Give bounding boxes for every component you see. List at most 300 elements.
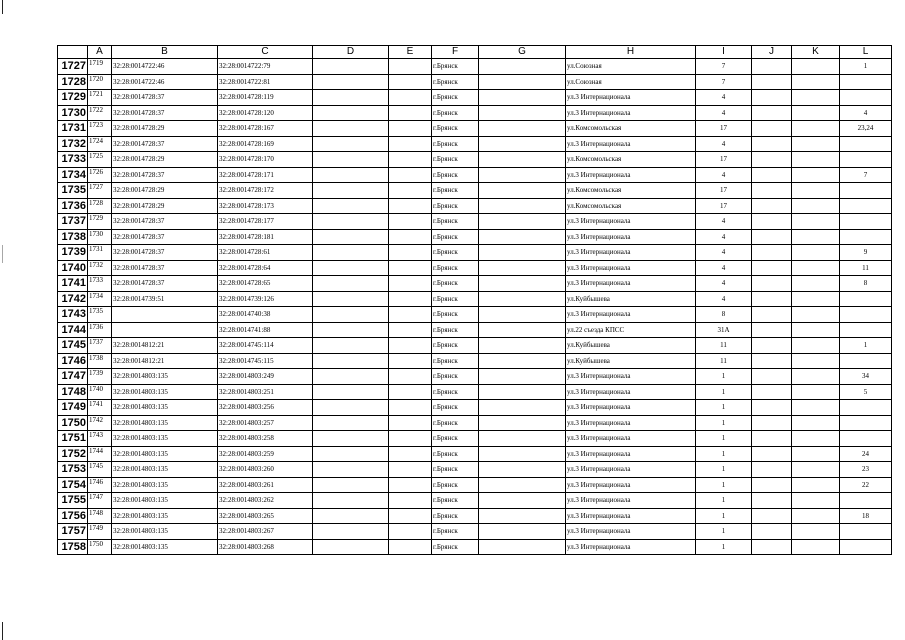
cell-k [792, 198, 840, 214]
cell-g [479, 384, 566, 400]
cell-l: 4 [840, 105, 892, 121]
cell-h: ул.3 Интернационала [566, 493, 696, 509]
cell-d [313, 338, 389, 354]
row-number: 1734 [58, 167, 88, 183]
cell-l: 24 [840, 446, 892, 462]
cell-i: 17 [696, 152, 752, 168]
table-row [58, 338, 892, 354]
table-row [58, 477, 892, 493]
cell-k [792, 322, 840, 338]
cell-e [389, 291, 432, 307]
table-row [58, 90, 892, 106]
cell-d [313, 214, 389, 230]
table-row [58, 183, 892, 199]
cell-e [389, 493, 432, 509]
cell-j [752, 214, 792, 230]
cell-a: 1727 [88, 183, 112, 199]
cell-j [752, 136, 792, 152]
cell-c: 32:28:0014728:173 [218, 198, 313, 214]
cell-g [479, 524, 566, 540]
cell-h: ул.3 Интернационала [566, 167, 696, 183]
cell-f: г.Брянск [432, 477, 479, 493]
cell-a: 1721 [88, 90, 112, 106]
cell-b: 32:28:0014803:135 [112, 446, 218, 462]
cell-l [840, 400, 892, 416]
cell-e [389, 338, 432, 354]
cell-i: 8 [696, 307, 752, 323]
cell-j [752, 183, 792, 199]
row-number: 1747 [58, 369, 88, 385]
cell-g [479, 59, 566, 75]
cell-h: ул.3 Интернационала [566, 508, 696, 524]
cell-j [752, 121, 792, 137]
cell-f: г.Брянск [432, 167, 479, 183]
cell-g [479, 90, 566, 106]
cell-k [792, 400, 840, 416]
scan-edge-mark-middle [2, 245, 3, 263]
table-row [58, 214, 892, 230]
table-row [58, 400, 892, 416]
cell-i: 17 [696, 121, 752, 137]
cell-h: ул.3 Интернационала [566, 276, 696, 292]
cell-k [792, 245, 840, 261]
row-number: 1748 [58, 384, 88, 400]
cell-d [313, 508, 389, 524]
cell-l: 1 [840, 338, 892, 354]
column-header: E [389, 46, 432, 59]
cell-j [752, 493, 792, 509]
cell-f: г.Брянск [432, 415, 479, 431]
cell-b: 32:28:0014803:135 [112, 508, 218, 524]
cell-h: ул.3 Интернационала [566, 462, 696, 478]
cell-h: ул.Союзная [566, 74, 696, 90]
cell-f: г.Брянск [432, 307, 479, 323]
cell-g [479, 508, 566, 524]
cell-c: 32:28:0014803:261 [218, 477, 313, 493]
cell-d [313, 167, 389, 183]
cell-l [840, 136, 892, 152]
cell-c: 32:28:0014745:115 [218, 353, 313, 369]
cell-a: 1750 [88, 539, 112, 555]
cell-h: ул.3 Интернационала [566, 539, 696, 555]
cell-b: 32:28:0014803:135 [112, 493, 218, 509]
cell-i: 4 [696, 136, 752, 152]
row-number: 1757 [58, 524, 88, 540]
cell-i: 1 [696, 462, 752, 478]
cell-l: 18 [840, 508, 892, 524]
table-row [58, 322, 892, 338]
cell-e [389, 322, 432, 338]
row-number: 1740 [58, 260, 88, 276]
cell-k [792, 415, 840, 431]
table-body [58, 59, 892, 555]
cell-a: 1726 [88, 167, 112, 183]
cell-h: ул.Комсомольская [566, 121, 696, 137]
cell-h: ул.Куйбышева [566, 338, 696, 354]
cell-b: 32:28:0014728:29 [112, 198, 218, 214]
cell-e [389, 214, 432, 230]
cell-k [792, 524, 840, 540]
cell-e [389, 121, 432, 137]
cell-l [840, 214, 892, 230]
cell-c: 32:28:0014803:265 [218, 508, 313, 524]
cell-j [752, 400, 792, 416]
cell-e [389, 105, 432, 121]
row-number: 1735 [58, 183, 88, 199]
cell-g [479, 446, 566, 462]
cell-j [752, 431, 792, 447]
cell-j [752, 74, 792, 90]
cell-b: 32:28:0014728:29 [112, 183, 218, 199]
cell-g [479, 369, 566, 385]
cell-l: 1 [840, 59, 892, 75]
cell-g [479, 105, 566, 121]
row-number: 1756 [58, 508, 88, 524]
cell-l [840, 198, 892, 214]
cell-g [479, 539, 566, 555]
cell-i: 1 [696, 508, 752, 524]
cell-b: 32:28:0014728:29 [112, 121, 218, 137]
cell-k [792, 152, 840, 168]
column-header: H [566, 46, 696, 59]
cell-f: г.Брянск [432, 369, 479, 385]
cell-j [752, 338, 792, 354]
cell-a: 1729 [88, 214, 112, 230]
cell-e [389, 400, 432, 416]
cell-h: ул.3 Интернационала [566, 400, 696, 416]
cell-a: 1731 [88, 245, 112, 261]
cell-a: 1722 [88, 105, 112, 121]
cell-g [479, 229, 566, 245]
cell-a: 1740 [88, 384, 112, 400]
cell-b: 32:28:0014803:135 [112, 369, 218, 385]
table-row [58, 415, 892, 431]
column-header: B [112, 46, 218, 59]
cell-c: 32:28:0014803:262 [218, 493, 313, 509]
cell-g [479, 136, 566, 152]
cell-i: 1 [696, 384, 752, 400]
cell-d [313, 90, 389, 106]
row-number: 1755 [58, 493, 88, 509]
cell-a: 1738 [88, 353, 112, 369]
cell-j [752, 260, 792, 276]
cell-i: 1 [696, 400, 752, 416]
cell-h: ул.22 съезда КПСС [566, 322, 696, 338]
cell-j [752, 291, 792, 307]
cell-c: 32:28:0014803:257 [218, 415, 313, 431]
cell-i: 17 [696, 198, 752, 214]
cell-d [313, 276, 389, 292]
cell-d [313, 59, 389, 75]
cell-h: ул.3 Интернационала [566, 229, 696, 245]
cell-c: 32:28:0014803:249 [218, 369, 313, 385]
row-number: 1745 [58, 338, 88, 354]
cell-b: 32:28:0014728:37 [112, 260, 218, 276]
cell-b: 32:28:0014722:46 [112, 74, 218, 90]
row-number: 1728 [58, 74, 88, 90]
cell-e [389, 508, 432, 524]
cell-a: 1748 [88, 508, 112, 524]
cell-f: г.Брянск [432, 276, 479, 292]
cell-c: 32:28:0014803:267 [218, 524, 313, 540]
cell-j [752, 245, 792, 261]
cell-h: ул.3 Интернационала [566, 369, 696, 385]
cell-b: 32:28:0014728:37 [112, 245, 218, 261]
table-row [58, 229, 892, 245]
cell-b: 32:28:0014728:37 [112, 90, 218, 106]
cell-g [479, 307, 566, 323]
cell-f: г.Брянск [432, 214, 479, 230]
cell-h: ул.3 Интернационала [566, 245, 696, 261]
cell-a: 1743 [88, 431, 112, 447]
cell-c: 32:28:0014739:126 [218, 291, 313, 307]
cell-i: 4 [696, 90, 752, 106]
column-header: J [752, 46, 792, 59]
cell-h: ул.3 Интернационала [566, 446, 696, 462]
column-header: L [840, 46, 892, 59]
cell-b: 32:28:0014728:29 [112, 152, 218, 168]
scan-edge-mark-bottom [2, 622, 3, 640]
row-number: 1732 [58, 136, 88, 152]
cell-f: г.Брянск [432, 260, 479, 276]
cell-l: 34 [840, 369, 892, 385]
cell-e [389, 260, 432, 276]
table-row [58, 431, 892, 447]
table-row [58, 353, 892, 369]
cell-c: 32:28:0014728:171 [218, 167, 313, 183]
cell-e [389, 152, 432, 168]
cell-k [792, 183, 840, 199]
corner-cell [58, 46, 88, 59]
cell-e [389, 229, 432, 245]
row-number: 1729 [58, 90, 88, 106]
cell-j [752, 198, 792, 214]
cell-c: 32:28:0014803:256 [218, 400, 313, 416]
cell-f: г.Брянск [432, 400, 479, 416]
cell-b: 32:28:0014739:51 [112, 291, 218, 307]
cell-j [752, 353, 792, 369]
cell-k [792, 229, 840, 245]
cell-d [313, 291, 389, 307]
cell-d [313, 229, 389, 245]
cell-e [389, 462, 432, 478]
cell-l [840, 152, 892, 168]
cell-c: 32:28:0014728:177 [218, 214, 313, 230]
cell-d [313, 183, 389, 199]
cell-f: г.Брянск [432, 322, 479, 338]
column-header: F [432, 46, 479, 59]
cell-e [389, 59, 432, 75]
cell-e [389, 136, 432, 152]
cell-f: г.Брянск [432, 539, 479, 555]
cell-k [792, 493, 840, 509]
cell-k [792, 90, 840, 106]
cell-l [840, 74, 892, 90]
cell-e [389, 307, 432, 323]
cell-c: 32:28:0014722:79 [218, 59, 313, 75]
cell-k [792, 431, 840, 447]
cell-h: ул.3 Интернационала [566, 214, 696, 230]
cell-b: 32:28:0014803:135 [112, 431, 218, 447]
cell-a: 1732 [88, 260, 112, 276]
cell-j [752, 477, 792, 493]
cell-d [313, 198, 389, 214]
cell-f: г.Брянск [432, 384, 479, 400]
cell-h: ул.3 Интернационала [566, 477, 696, 493]
cell-j [752, 105, 792, 121]
cell-g [479, 338, 566, 354]
cell-k [792, 276, 840, 292]
cell-c: 32:28:0014728:172 [218, 183, 313, 199]
cell-f: г.Брянск [432, 245, 479, 261]
row-number: 1753 [58, 462, 88, 478]
cell-c: 32:28:0014740:38 [218, 307, 313, 323]
cell-i: 4 [696, 291, 752, 307]
cell-i: 4 [696, 276, 752, 292]
cell-a: 1724 [88, 136, 112, 152]
cell-d [313, 446, 389, 462]
cell-c: 32:28:0014728:64 [218, 260, 313, 276]
cell-k [792, 384, 840, 400]
cell-b: 32:28:0014728:37 [112, 229, 218, 245]
cell-k [792, 105, 840, 121]
cell-e [389, 369, 432, 385]
cell-f: г.Брянск [432, 462, 479, 478]
cell-f: г.Брянск [432, 198, 479, 214]
cell-f: г.Брянск [432, 431, 479, 447]
cell-d [313, 121, 389, 137]
cell-j [752, 276, 792, 292]
cell-g [479, 415, 566, 431]
cell-i: 4 [696, 167, 752, 183]
cell-l: 23,24 [840, 121, 892, 137]
table-row [58, 152, 892, 168]
cell-e [389, 74, 432, 90]
cell-l [840, 183, 892, 199]
cell-d [313, 152, 389, 168]
spreadsheet-table [57, 45, 892, 555]
cell-g [479, 431, 566, 447]
cell-i: 17 [696, 183, 752, 199]
cell-b [112, 322, 218, 338]
cell-k [792, 136, 840, 152]
table-row [58, 291, 892, 307]
cell-c: 32:28:0014745:114 [218, 338, 313, 354]
table-row [58, 369, 892, 385]
cell-a: 1737 [88, 338, 112, 354]
cell-k [792, 59, 840, 75]
table-row [58, 105, 892, 121]
cell-g [479, 493, 566, 509]
cell-c: 32:28:0014803:260 [218, 462, 313, 478]
cell-d [313, 353, 389, 369]
cell-k [792, 121, 840, 137]
cell-a: 1730 [88, 229, 112, 245]
cell-j [752, 59, 792, 75]
cell-i: 4 [696, 229, 752, 245]
cell-d [313, 260, 389, 276]
cell-k [792, 462, 840, 478]
row-number: 1731 [58, 121, 88, 137]
row-number: 1736 [58, 198, 88, 214]
table-row [58, 446, 892, 462]
cell-l: 23 [840, 462, 892, 478]
cell-l [840, 353, 892, 369]
cell-k [792, 291, 840, 307]
cell-a: 1719 [88, 59, 112, 75]
cell-e [389, 90, 432, 106]
cell-b: 32:28:0014803:135 [112, 400, 218, 416]
cell-g [479, 121, 566, 137]
cell-j [752, 369, 792, 385]
cell-f: г.Брянск [432, 59, 479, 75]
cell-a: 1723 [88, 121, 112, 137]
cell-l [840, 307, 892, 323]
cell-h: ул.Куйбышева [566, 291, 696, 307]
cell-k [792, 214, 840, 230]
cell-d [313, 493, 389, 509]
column-header: A [88, 46, 112, 59]
cell-d [313, 539, 389, 555]
cell-b: 32:28:0014812:21 [112, 353, 218, 369]
cell-c: 32:28:0014722:81 [218, 74, 313, 90]
cell-b: 32:28:0014803:135 [112, 539, 218, 555]
cell-a: 1742 [88, 415, 112, 431]
cell-j [752, 229, 792, 245]
cell-d [313, 462, 389, 478]
table-row [58, 136, 892, 152]
cell-i: 4 [696, 214, 752, 230]
table-row [58, 539, 892, 555]
cell-k [792, 446, 840, 462]
cell-f: г.Брянск [432, 291, 479, 307]
cell-a: 1725 [88, 152, 112, 168]
cell-a: 1720 [88, 74, 112, 90]
cell-f: г.Брянск [432, 90, 479, 106]
cell-j [752, 167, 792, 183]
cell-c: 32:28:0014728:170 [218, 152, 313, 168]
cell-e [389, 446, 432, 462]
cell-g [479, 74, 566, 90]
cell-f: г.Брянск [432, 353, 479, 369]
cell-f: г.Брянск [432, 183, 479, 199]
cell-j [752, 307, 792, 323]
cell-e [389, 183, 432, 199]
cell-k [792, 353, 840, 369]
cell-i: 4 [696, 105, 752, 121]
cell-j [752, 524, 792, 540]
cell-d [313, 431, 389, 447]
table-row [58, 462, 892, 478]
cell-e [389, 276, 432, 292]
cell-b: 32:28:0014812:21 [112, 338, 218, 354]
cell-i: 1 [696, 431, 752, 447]
cell-g [479, 183, 566, 199]
cell-h: ул.3 Интернационала [566, 136, 696, 152]
cell-h: ул.3 Интернационала [566, 524, 696, 540]
cell-l [840, 322, 892, 338]
cell-k [792, 508, 840, 524]
cell-i: 1 [696, 493, 752, 509]
cell-c: 32:28:0014803:258 [218, 431, 313, 447]
cell-l: 7 [840, 167, 892, 183]
cell-j [752, 152, 792, 168]
cell-e [389, 415, 432, 431]
cell-f: г.Брянск [432, 229, 479, 245]
cell-k [792, 260, 840, 276]
cell-f: г.Брянск [432, 152, 479, 168]
row-number: 1741 [58, 276, 88, 292]
